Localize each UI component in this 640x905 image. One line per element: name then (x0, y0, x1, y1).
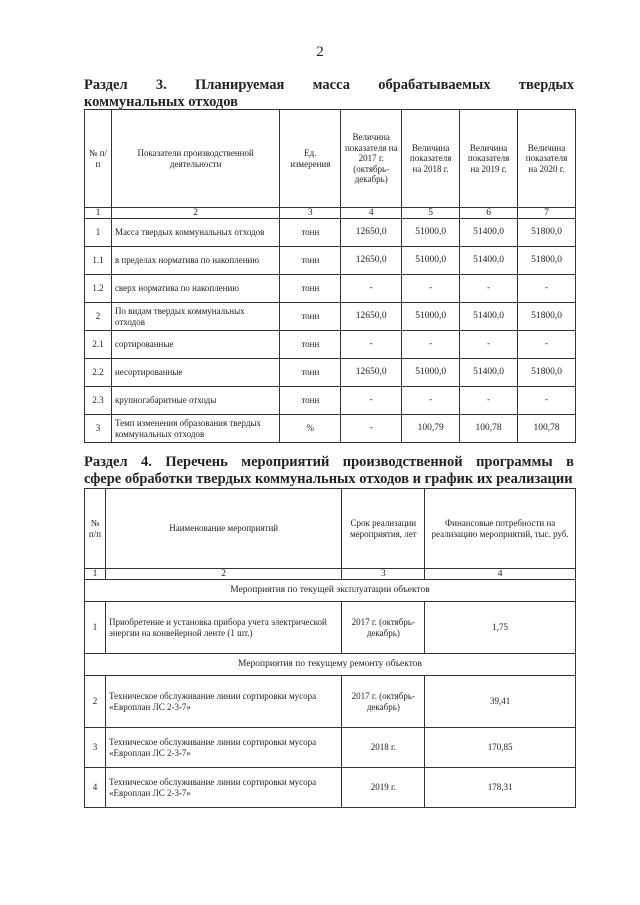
cell-value: 51800,0 (518, 359, 576, 387)
cell-unit: % (280, 415, 341, 443)
section3-heading-line2: коммунальных отходов (84, 94, 238, 110)
cell-value: 12650,0 (341, 303, 402, 331)
table-row (85, 602, 576, 654)
cell-value: - (341, 415, 402, 443)
cell-index: 1.1 (85, 247, 112, 275)
cell-unit: тонн (280, 303, 341, 331)
cell-value: - (518, 275, 576, 303)
cell-activity: Приобретение и установка прибора учета электрической энергии на конвейерной ленте (1 шт.) (105, 602, 341, 654)
col-number: 1 (85, 208, 112, 219)
cell-value: 51400,0 (460, 359, 518, 387)
cell-value: 51400,0 (460, 247, 518, 275)
cell-index: 3 (85, 728, 106, 768)
cell-index: 2.3 (85, 387, 112, 415)
cell-value: - (341, 387, 402, 415)
col-number: 4 (341, 208, 402, 219)
cell-value: - (402, 387, 460, 415)
cell-value: 51400,0 (460, 303, 518, 331)
column-number-row (85, 569, 576, 580)
table-row (85, 219, 576, 247)
col-header: № п/п (85, 110, 112, 208)
cell-index: 1 (85, 602, 106, 654)
col-number: 5 (402, 208, 460, 219)
section4-heading-line1: Раздел 4. Перечень мероприятий производственной программы в (84, 454, 574, 470)
cell-value: - (402, 275, 460, 303)
group-title: Мероприятия по текущей эксплуатации объектов (85, 580, 576, 602)
cell-index: 2 (85, 676, 106, 728)
cell-index: 2.1 (85, 331, 112, 359)
section3-table (84, 109, 576, 443)
group-title: Мероприятия по текущему ремонту объектов (85, 654, 576, 676)
cell-value: 12650,0 (341, 247, 402, 275)
col-number: 6 (460, 208, 518, 219)
cell-value: - (402, 331, 460, 359)
cell-value: 51400,0 (460, 219, 518, 247)
table-header-row (85, 489, 576, 569)
cell-indicator: Масса твердых коммунальных отходов (111, 219, 279, 247)
col-header: Величина показателя на 2017 г. (октябрь-декабрь) (341, 110, 402, 208)
cell-value: - (460, 331, 518, 359)
col-header: Срок реализации мероприятия, лет (342, 489, 425, 569)
cell-amount: 178,31 (425, 768, 576, 808)
section4-heading-line2: сфере обработки твердых коммунальных отходов и график их реализации (84, 471, 573, 487)
cell-unit: тонн (280, 275, 341, 303)
table-row (85, 275, 576, 303)
cell-index: 1 (85, 219, 112, 247)
cell-value: 100,78 (460, 415, 518, 443)
cell-value: 51000,0 (402, 359, 460, 387)
cell-value: 51800,0 (518, 303, 576, 331)
cell-amount: 1,75 (425, 602, 576, 654)
cell-activity: Техническое обслуживание линии сортировки мусора «Европлан ЛС 2-3-7» (105, 728, 341, 768)
table-row (85, 415, 576, 443)
table-row (85, 728, 576, 768)
table-row (85, 331, 576, 359)
cell-unit: тонн (280, 331, 341, 359)
cell-indicator: крупногабаритные отходы (111, 387, 279, 415)
cell-index: 2 (85, 303, 112, 331)
group-title-row (85, 654, 576, 676)
col-header: Показатели производственной деятельности (111, 110, 279, 208)
cell-unit: тонн (280, 359, 341, 387)
cell-term: 2018 г. (342, 728, 425, 768)
cell-indicator: Темп изменения образования твердых коммунальных отходов (111, 415, 279, 443)
table-row (85, 676, 576, 728)
table-row (85, 768, 576, 808)
cell-term: 2017 г. (октябрь-декабрь) (342, 602, 425, 654)
col-header: Величина показателя на 2018 г. (402, 110, 460, 208)
cell-index: 2.2 (85, 359, 112, 387)
cell-amount: 170,85 (425, 728, 576, 768)
cell-value: 51000,0 (402, 303, 460, 331)
page-number: 2 (316, 44, 324, 60)
column-number-row (85, 208, 576, 219)
cell-indicator: По видам твердых коммунальных отходов (111, 303, 279, 331)
cell-value: 100,78 (518, 415, 576, 443)
cell-indicator: в пределах норматива по накоплению (111, 247, 279, 275)
cell-value: 51800,0 (518, 247, 576, 275)
cell-activity: Техническое обслуживание линии сортировки мусора «Европлан ЛС 2-3-7» (105, 676, 341, 728)
cell-index: 1.2 (85, 275, 112, 303)
col-header: Величина показателя на 2019 г. (460, 110, 518, 208)
cell-indicator: сортированные (111, 331, 279, 359)
col-header: № п/п (85, 489, 106, 569)
cell-value: - (460, 387, 518, 415)
col-number: 7 (518, 208, 576, 219)
cell-value: - (518, 387, 576, 415)
cell-index: 3 (85, 415, 112, 443)
cell-index: 4 (85, 768, 106, 808)
section3-heading (84, 77, 574, 111)
cell-value: 100,79 (402, 415, 460, 443)
col-header: Финансовые потребности на реализацию мероприятий, тыс. руб. (425, 489, 576, 569)
cell-indicator: сверх норматива по накоплению (111, 275, 279, 303)
cell-value: - (341, 275, 402, 303)
section4-heading (84, 454, 574, 488)
col-number: 3 (280, 208, 341, 219)
table-row (85, 359, 576, 387)
group-title-row (85, 580, 576, 602)
table-row (85, 247, 576, 275)
col-number: 1 (85, 569, 106, 580)
section3-heading-line1: Раздел 3. Планируемая масса обрабатываемых твердых (84, 77, 574, 93)
col-header: Наименование мероприятий (105, 489, 341, 569)
cell-value: 51800,0 (518, 219, 576, 247)
col-header: Ед. измерения (280, 110, 341, 208)
cell-value: - (341, 331, 402, 359)
cell-unit: тонн (280, 219, 341, 247)
table-header-row (85, 110, 576, 208)
cell-indicator: несортированные (111, 359, 279, 387)
col-number: 3 (342, 569, 425, 580)
cell-activity: Техническое обслуживание линии сортировки мусора «Европлан ЛС 2-3-7» (105, 768, 341, 808)
cell-value: - (518, 331, 576, 359)
col-number: 2 (105, 569, 341, 580)
col-number: 2 (111, 208, 279, 219)
cell-value: 51000,0 (402, 247, 460, 275)
cell-amount: 39,41 (425, 676, 576, 728)
section4-table (84, 488, 576, 808)
cell-value: 51000,0 (402, 219, 460, 247)
table-row (85, 387, 576, 415)
cell-value: - (460, 275, 518, 303)
cell-unit: тонн (280, 387, 341, 415)
col-number: 4 (425, 569, 576, 580)
col-header: Величина показателя на 2020 г. (518, 110, 576, 208)
table-row (85, 303, 576, 331)
cell-value: 12650,0 (341, 359, 402, 387)
cell-term: 2019 г. (342, 768, 425, 808)
cell-unit: тонн (280, 247, 341, 275)
cell-value: 12650,0 (341, 219, 402, 247)
cell-term: 2017 г. (октябрь-декабрь) (342, 676, 425, 728)
